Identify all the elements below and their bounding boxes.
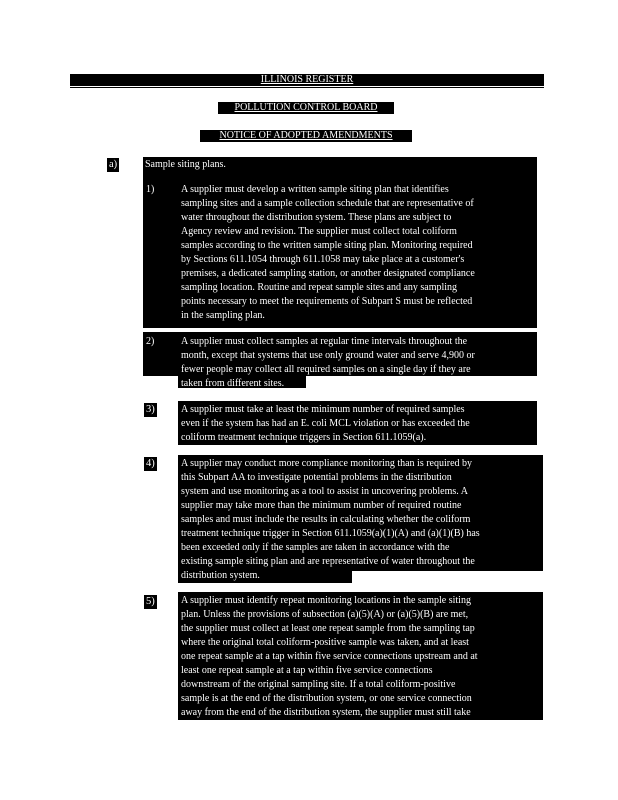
item-5-text xyxy=(181,594,478,720)
item-5-line: least one repeat sample at a tap within five service connections xyxy=(181,665,433,676)
item-4-line: distribution system. xyxy=(181,570,260,581)
item-5-line: sample is at the end of the distribution system, or one service connection xyxy=(181,693,472,704)
item-1-text xyxy=(181,183,475,323)
item-5-line: A supplier must identify repeat monitoring locations in the sample siting xyxy=(181,595,471,606)
item-1-line: Agency review and revision. The supplier must collect total coliform xyxy=(181,226,457,237)
item-5-line: the supplier must collect at least one repeat sample from the sampling tap xyxy=(181,623,475,634)
item-4-number: 4) xyxy=(146,458,155,469)
item-5-number: 5) xyxy=(146,596,155,607)
notice-title: NOTICE OF ADOPTED AMENDMENTS xyxy=(219,130,393,141)
item-4-line: been exceeded only if the samples are taken in accordance with the xyxy=(181,542,450,553)
item-1-line: sampling sites and a sample collection schedule that are representative of xyxy=(181,198,474,209)
item-5-line: downstream of the original sampling site. If a total coliform-positive xyxy=(181,679,456,690)
item-2-number: 2) xyxy=(146,336,155,347)
item-3-line: coliform treatment technique triggers in Section 611.1059(a). xyxy=(181,432,427,443)
item-4-line: this Subpart AA to investigate potential problems in the distribution xyxy=(181,472,452,483)
item-4-line: supplier may take more than the minimum number of required routine xyxy=(181,500,462,511)
item-2-line: A supplier must collect samples at regular time intervals throughout the xyxy=(181,336,468,347)
item-1-line: water throughout the distribution system. These plans are subject to xyxy=(181,212,452,223)
register-title: ILLINOIS REGISTER xyxy=(260,74,354,85)
item-5-line: one repeat sample at a tap within five service connections upstream and at xyxy=(181,651,478,662)
item-4-line: existing sample siting plan and are representative of water throughout the xyxy=(181,556,475,567)
item-4-line: treatment technique trigger in Section 611.1059(a)(1)(A) and (a)(1)(B) has xyxy=(181,528,480,539)
item-1-line: sampling location. Routine and repeat sample sites and any sampling xyxy=(181,282,458,293)
item-4-text xyxy=(181,457,480,583)
item-1-line: by Sections 611.1054 through 611.1058 may take place at a customer's xyxy=(181,254,465,265)
section-title: Sample siting plans. xyxy=(145,159,226,170)
board-title: POLLUTION CONTROL BOARD xyxy=(234,102,378,113)
item-2-text xyxy=(181,335,475,391)
item-5-line: where the original total coliform-positive sample was taken, and at least xyxy=(181,637,469,648)
item-2-line: fewer people may collect all required samples on a single day if they are xyxy=(181,364,471,375)
item-2-line: taken from different sites. xyxy=(181,378,285,389)
item-1-line: in the sampling plan. xyxy=(181,310,265,321)
item-3-text xyxy=(181,403,470,445)
item-4-line: A supplier may conduct more compliance monitoring than is required by xyxy=(181,458,473,469)
item-5-line: plan. Unless the provisions of subsection (a)(5)(A) or (a)(5)(B) are met, xyxy=(181,609,469,620)
item-1-line: premises, a dedicated sampling station, or another designated compliance xyxy=(181,268,475,279)
item-1-line: samples according to the written sample siting plan. Monitoring required xyxy=(181,240,473,251)
item-1-line: A supplier must develop a written sample siting plan that identifies xyxy=(181,184,449,195)
item-3-line: A supplier must take at least the minimum number of required samples xyxy=(181,404,465,415)
item-3-number: 3) xyxy=(146,404,155,415)
item-1-line: points necessary to meet the requirements of Subpart S must be reflected xyxy=(181,296,473,307)
item-4-line: samples and must include the results in calculating whether the coliform xyxy=(181,514,471,525)
item-5-line: away from the end of the distribution system, the supplier must still take xyxy=(181,707,471,718)
item-1-number: 1) xyxy=(146,184,155,195)
item-4-line: system and use monitoring as a tool to assist in uncovering problems. A xyxy=(181,486,468,497)
section-label: a) xyxy=(109,159,118,170)
item-3-line: even if the system has had an E. coli MCL violation or has exceeded the xyxy=(181,418,470,429)
item-2-line: month, except that systems that use only ground water and serve 4,900 or xyxy=(181,350,475,361)
header-rule xyxy=(70,87,544,88)
